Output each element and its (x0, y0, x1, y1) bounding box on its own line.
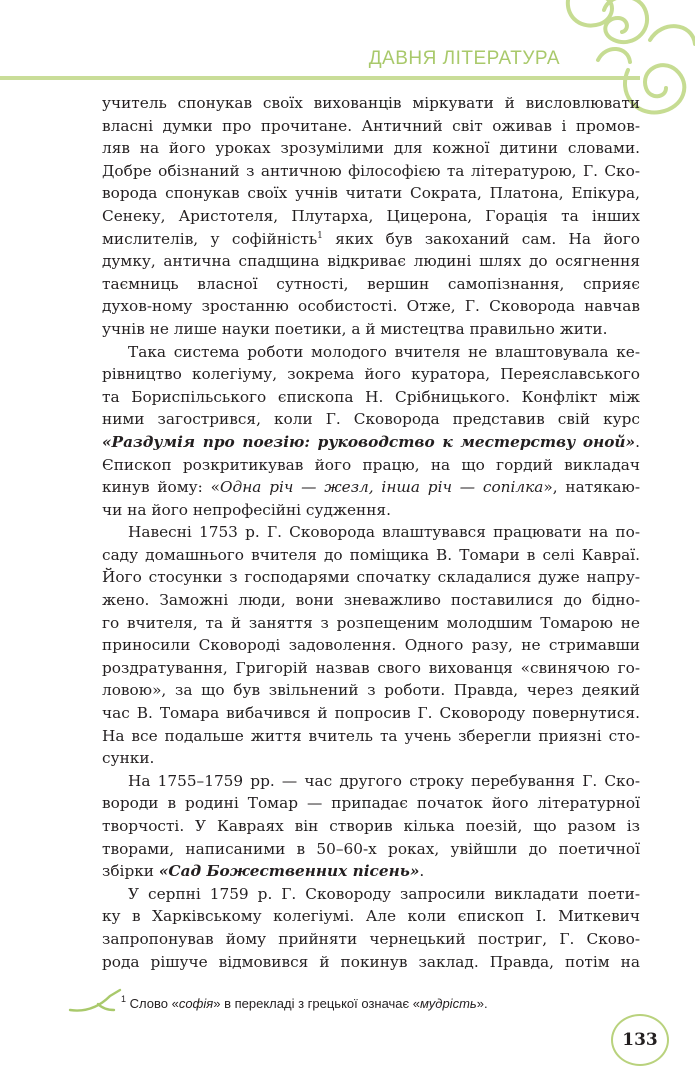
text-fragment: кинув йому: « (102, 478, 220, 497)
text-fragment: мислителів, у софійність (102, 229, 318, 248)
text-line: власні думки про прочитане. Античний світ оживав і промов- (102, 116, 640, 135)
text-line: вороди в родині Томар — припадає початок його літературної (102, 794, 640, 813)
footnote-number: 1 (121, 994, 127, 1004)
text-line: думку, антична спадщина відкриває людині шлях до осягнення (102, 252, 640, 271)
page-number: 133 (611, 1014, 669, 1066)
text-line: Сенеку, Аристотеля, Плутарха, Цицерона, Горація та інших (102, 206, 640, 225)
text-line: саду домашнього вчителя до поміщика В. Томари в селі Кавраї. (102, 545, 640, 564)
paragraph-start-line: На 1755–1759 рр. — час другого строку перебування Г. Ско- (128, 771, 640, 790)
text-line: го вчителя, та й заняття з розпещеним молодшим Томарою не (102, 613, 640, 632)
text-fragment: яких був закоханий сам. На його (322, 229, 640, 248)
book-title-emphasis: «Раздумія про поезію: руководство к местерству оной» (102, 432, 636, 451)
footnote-term: софія (178, 996, 214, 1011)
text-line: чи на його непрофесійні судження. (102, 500, 391, 519)
text-line: Єпископ розкритикував його працю, на що гордий викладач (102, 455, 640, 474)
text-line: Його стосунки з господарями спочатку складалися дуже напру- (102, 568, 640, 587)
text-fragment: . (635, 432, 640, 451)
text-line: творами, написаними в 50–60-х роках, увійшли до поетичної (102, 839, 640, 858)
footnote-meaning: мудрість (420, 996, 477, 1011)
text-line (102, 860, 640, 883)
text-line: ворода спонукав своїх учнів читати Сократа, Платона, Епікура, (102, 184, 640, 203)
text-fragment: », натякаю- (543, 478, 640, 497)
text-line: ку в Харківському колегіумі. Але коли єпископ І. Миткевич (102, 907, 640, 926)
paragraph-start-line: У серпні 1759 р. Г. Сковороду запросили викладати поети- (128, 884, 640, 903)
text-line (102, 431, 640, 454)
paragraph-start-line: Така система роботи молодого вчителя не влаштовувала ке- (128, 342, 640, 361)
text-fragment: збірки (102, 862, 159, 881)
footnote (121, 996, 488, 1011)
text-line (102, 228, 640, 251)
quote-emphasis: Одна річ — жезл, інша річ — сопілка (219, 478, 544, 497)
text-line: приносили Сковороді задоволення. Одного разу, не стримавши (102, 636, 640, 655)
section-title: ДАВНЯ ЛІТЕРАТУРА (368, 48, 560, 69)
paragraph-start-line: Навесні 1753 р. Г. Сковорода влаштувався працювати на по- (128, 523, 640, 542)
text-line: творчості. У Кавраях він створив кілька поезій, що разом із (102, 817, 640, 835)
footnote-text: » в перекладі з грецької означає « (213, 996, 420, 1011)
book-title-emphasis: «Сад Божественних пісень» (158, 862, 420, 881)
text-line: жено. Заможні люди, вони зневажливо поставилися до бідно- (102, 591, 640, 610)
text-line: та Бориспільського єпископа Н. Срібницького. Конфлікт між (102, 387, 640, 406)
text-line: рівництво колегіуму, зокрема його куратора, Переяславського (102, 365, 640, 384)
text-line: сунки. (102, 749, 155, 768)
text-line: учнів не лише науки поетики, а й мистецтва правильно жити. (102, 319, 608, 338)
footnote-reference[interactable]: 1 (317, 230, 323, 241)
footnote-text: Слово « (126, 996, 179, 1011)
text-line: рода рішуче відмовився й покинув заклад. Правда, потім на (102, 952, 640, 971)
text-line: духов-ному зростанню особистості. Отже, Г. Сковорода навчав (102, 297, 640, 316)
swirl-ornament-5 (598, 49, 630, 62)
text-fragment: . (419, 862, 425, 881)
text-line: ними загострився, коли Г. Сковорода представив свій курс (102, 410, 640, 429)
text-line: Добре обізнаний з античною філософією та літературою, Г. Ско- (102, 161, 640, 180)
text-line (102, 476, 640, 499)
header-divider (0, 76, 640, 80)
swirl-ornament-3 (650, 26, 695, 44)
footnote-text: ». (476, 996, 488, 1011)
text-line: ляв на його уроках зрозумілими для кожної дитини словами. (102, 139, 640, 158)
text-line: запропонував йому прийняти чернецький постриг, Г. Сково- (102, 929, 640, 948)
text-line: На все подальше життя вчитель та учень зберегли приязні сто- (102, 726, 640, 745)
text-line: ловою», за що був звільнений з роботи. Правда, через деякий (102, 681, 640, 700)
text-line: роздратування, Григорій назвав свого вихованця «свинячою го- (102, 658, 640, 677)
text-line: учитель спонукав своїх вихованців міркувати й висловлювати (102, 94, 640, 112)
body-text (102, 92, 640, 973)
footnote-leaf-icon (68, 988, 127, 1018)
text-line: таємниць власної сутності, вершин самопізнання, сприяє (102, 274, 640, 293)
text-line: час В. Томара вибачився й попросив Г. Сковороду повернутися. (102, 704, 640, 723)
